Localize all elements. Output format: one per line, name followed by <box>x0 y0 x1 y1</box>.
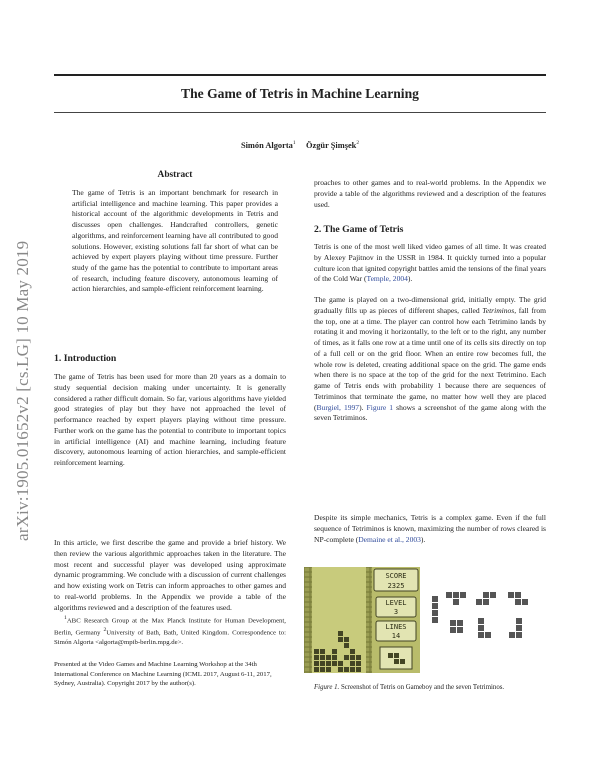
title-rule-bottom <box>54 112 546 113</box>
score-value: 2325 <box>387 582 405 590</box>
level-label: LEVEL <box>385 599 407 607</box>
tetrimino-z <box>508 592 528 605</box>
lines-value: 14 <box>391 632 401 640</box>
paper-title: The Game of Tetris in Machine Learning <box>181 86 419 101</box>
lines-label: LINES <box>385 623 407 631</box>
tetrimino-s <box>476 592 496 605</box>
citation-link[interactable]: Temple, 2004 <box>366 274 408 284</box>
tetrimino-l <box>478 618 491 638</box>
section2-paragraph-2: The game is played on a two-dimensional grid, initially empty. The grid gradually fills up as pieces of different shapes, called Tetriminos, fall from the top, one at a time. The player can control how each Tetrimino lands by rotating it and moving it horizontally, to the left or to the right, any number of times, as it falls one row at a time until one of its cells sits directly on top of a full cell or on the grid floor. When an entire row becomes full, the whole row is deleted, creating additional space on the grid. The game ends when there is no space at the top of the grid for the next Tetrimino. Each game of Tetris ends with probability 1 because there are sequences of Tetriminos that terminate the game, no matter how well they are placed (Burgiel, 1997). Figure 1 shows a screenshot of the game along with the seven Tetriminos. <box>314 295 546 423</box>
gameboy-screenshot <box>304 567 420 673</box>
tetrimino-o <box>450 620 463 633</box>
citation-link[interactable]: Burgiel, 1997 <box>316 402 360 412</box>
arxiv-identifier: arXiv:1905.01652v2 [cs.LG] 10 May 2019 <box>13 240 32 541</box>
citation-link[interactable]: Demaine et al., 2003 <box>358 534 421 544</box>
intro-heading: 1. Introduction <box>54 353 117 364</box>
level-value: 3 <box>393 608 399 616</box>
section2-paragraph-3: Despite its simple mechanics, Tetris is a complex game. Even if the full sequence of Tetriminos is known, maximizing the number of rows cleared is NP-complete (Demaine et al., 2003). <box>314 513 546 544</box>
author-name: Simón Algorta <box>240 140 293 150</box>
venue-note: Presented at the Video Games and Machine Learning Workshop at the 34th International Conference on Machine Learning (ICML 2017, August 6-11, 2017, Sydney, Australia). Copyright 2017 by the author(s). <box>54 661 272 688</box>
abstract-heading: Abstract <box>157 170 193 180</box>
section2-paragraph-1: Tetris is one of the most well liked video games of all time. It was created by Alexey Pajitnov in the USSR in 1984. It quickly turned into a popular culture icon that ignited copyright battles amid the tensions of the final years of the Cold War (Temple, 2004). <box>314 242 546 284</box>
title-rule-top <box>54 74 546 76</box>
figure-reference-link[interactable]: Figure 1 <box>366 402 394 412</box>
intro-paragraph-2: In this article, we first describe the game and provide a brief history. We then review the various algorithmic approaches taken in the literature. The most recent and successful player was developed using approximate dynamic programming. We conclude with a discussion of current challenges and how existing work on Tetris can inform approaches to other games and to real-world problems. In the Appendix we provide a table of the algorithms reviewed and a description of the features used. <box>54 538 286 612</box>
author-list: Simón Algorta$^1$ Özgür Şimşek$^2$ <box>240 140 360 150</box>
intro-paragraph-1: The game of Tetris has been used for more than 20 years as a domain to study sequential decision making under uncertainty. It is generally considered a rather difficult domain. So far, various algorithms have yielded good strategies of play but they have not approached the level of performance reached by expert players playing without time pressure. Further work on the game has the potential to contribute to important topics in artificial intelligence (AI) and machine learning, including feature discovery, autonomous learning of action hierarchies, and sample-efficient reinforcement learning. <box>54 372 286 467</box>
figure-caption: Figure 1. Screenshot of Tetris on Gameboy and the seven Tetriminos. <box>314 684 505 691</box>
tetrimino-t <box>446 592 466 605</box>
section2-heading: 2. The Game of Tetris <box>314 224 404 235</box>
seven-tetriminos <box>430 590 542 648</box>
abstract-text: The game of Tetris is an important benchmark for research in artificial intelligence and machine learning. This paper provides a historical account of the algorithmic developments in Tetris and discusses open challenges. Handcrafted controllers, genetic algorithms, and reinforcement learning have all contributed to good solutions. However, existing solutions fall far short of what can be achieved by expert players playing without time pressure. Further study of the game has the potential to contribute to important areas of research, including feature discovery, autonomous learning of action hierarchies, and sample-efficient reinforcement learning. <box>72 188 278 294</box>
playfield-wall-right <box>366 567 372 673</box>
playfield-wall-left <box>304 567 312 673</box>
footnote: $^1$ABC Research Group at the Max Planck Institute for Human Development, Berlin, Germany $^2$University of Bath, Bath, United Kingdom. Correspondence to: Simón Algorta <algorta@mpib-berlin.mpg.de>. <box>54 615 286 646</box>
tetrimino-j <box>509 618 522 638</box>
author-name: Özgür Şimşek <box>306 140 357 150</box>
score-label: SCORE <box>385 572 407 580</box>
intro-continuation: proaches to other games and to real-world problems. In the Appendix we provide a table of the algorithms reviewed and a description of the features used. <box>314 178 546 209</box>
tetrimino-i <box>432 596 438 623</box>
